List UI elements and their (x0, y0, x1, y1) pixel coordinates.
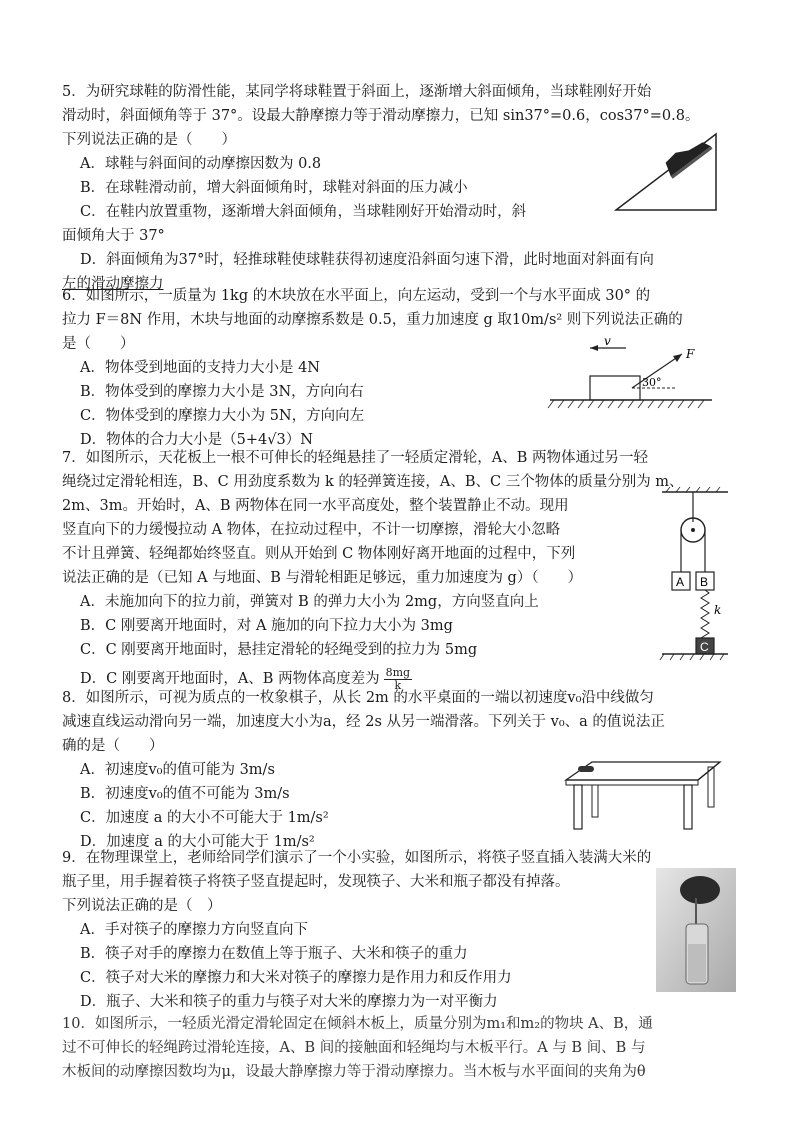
table-leg (684, 785, 692, 829)
question-5-option-d: D．斜面倾角为37°时，轻推球鞋使球鞋获得初速度沿斜面匀速下滑，此时地面对斜面有向 (80, 252, 654, 268)
question-6-option-b: B．物体受到的摩擦力大小是 3N，方向向右 (80, 384, 364, 400)
chess-piece-icon (578, 766, 594, 772)
table-figure (558, 750, 726, 834)
question-6-line: 6．如图所示，一质量为 1kg 的木块放在水平面上，向左运动，受到一个与水平面成 30° 的 (62, 288, 651, 304)
table-apron (566, 780, 698, 785)
question-5-line: 5．为研究球鞋的防滑性能，某同学将球鞋置于斜面上，逐渐增大斜面倾角，当球鞋刚好开始 (62, 84, 652, 100)
question-10-line: 过不可伸长的轻绳跨过滑轮连接，A、B 间的接触面和轻绳均与木板平行。A 与 B 间、B 与 (62, 1040, 646, 1056)
question-6-option-c: C．物体受到的摩擦力大小为 5N，方向向左 (80, 408, 365, 424)
question-9-line: 下列说法正确的是（ ） (62, 898, 222, 914)
question-5-option-a: A．球鞋与斜面间的动摩擦因数为 0.8 (80, 156, 322, 172)
question-8-option-c: C．加速度 a 的大小不可能大于 1m/s² (80, 810, 329, 826)
incline-shoe-figure (612, 128, 722, 214)
spring-icon (701, 590, 709, 641)
question-7-option-a: A．未施加向下的拉力前，弹簧对 B 的弹力大小为 2mg，方向竖直向上 (80, 594, 539, 610)
question-8-option-d: D．加速度 a 的大小可能大于 1m/s² (80, 834, 315, 850)
question-7-option-d-text: D．C 刚要离开地面时，A、B 两物体高度差为 (80, 671, 380, 687)
question-8-line: 减速直线运动滑向另一端，加速度大小为a，经 2s 从另一端滑落。下列关于 v₀、a 的值说法正 (62, 714, 665, 730)
question-5-option-c: C．在鞋内放置重物，逐渐增大斜面倾角，当球鞋刚好开始滑动时，斜 (80, 204, 527, 220)
question-8-option-b: B．初速度v₀的值不可能为 3m/s (80, 786, 290, 802)
question-5-line: 滑动时，斜面倾角等于 37°。设最大静摩擦力等于滑动摩擦力，已知 sin37°=0.6，cos37°=0.8。 (62, 108, 700, 124)
question-5-option-c-cont: 面倾角大于 37° (62, 228, 165, 244)
floor-hatching (660, 654, 724, 660)
table-leg (708, 767, 714, 807)
ground-hatching (548, 400, 704, 408)
question-9 (62, 846, 752, 1014)
shoe-icon (661, 134, 712, 179)
question-9-line: 9．在物理课堂上，老师给同学们演示了一个小实验，如图所示，将筷子竖直插入装满大米的 (62, 850, 652, 866)
velocity-label: v (604, 336, 611, 348)
pulley-axle (691, 528, 695, 532)
question-10-line: 10．如图所示，一轻质光滑定滑轮固定在倾斜木板上，质量分别为m₁和m₂的物块 A、B，通 (62, 1016, 653, 1032)
fraction-denominator: k (394, 678, 402, 692)
question-9-option-b: B．筷子对手的摩擦力在数值上等于瓶子、大米和筷子的重力 (80, 946, 468, 962)
question-6-line: 拉力 F＝8N 作用，木块与地面的动摩擦系数是 0.5，重力加速度 g 取10m/s² 则下列说法正确的 (62, 312, 683, 328)
rice-fill (688, 944, 706, 982)
question-6-line: 是（ ） (62, 336, 135, 352)
hand-icon (680, 876, 720, 904)
question-7-line: 7．如图所示，天花板上一根不可伸长的轻绳悬挂了一轻质定滑轮，A、B 两物体通过另一轻 (62, 450, 648, 466)
chopstick-bottle-photo (656, 868, 736, 992)
block-a-label: A (676, 575, 685, 589)
force-label: F (686, 347, 695, 361)
question-9-line: 瓶子里，用手握着筷子将筷子竖直提起时，发现筷子、大米和瓶子都没有掉落。 (62, 874, 570, 890)
question-8-option-a: A．初速度v₀的值可能为 3m/s (80, 762, 275, 778)
question-10 (62, 1012, 752, 1084)
question-8-line: 确的是（ ） (62, 738, 164, 754)
question-9-option-a: A．手对筷子的摩擦力方向竖直向下 (80, 922, 308, 938)
block-b-label: B (700, 575, 709, 589)
question-5-option-b: B．在球鞋滑动前，增大斜面倾角时，球鞋对斜面的压力减小 (80, 180, 468, 196)
question-7 (62, 446, 752, 696)
spring-k-label: k (714, 603, 722, 617)
force-arrowhead (673, 354, 682, 362)
question-9-option-d: D．瓶子、大米和筷子的重力与筷子对大米的摩擦力为一对平衡力 (80, 994, 498, 1010)
question-10-line: 木板间的动摩擦因数均为μ，设最大静摩擦力等于滑动摩擦力。当木板与水平面间的夹角为θ (62, 1064, 646, 1080)
question-7-line: 不计且弹簧、轻绳都始终竖直。则从开始到 C 物体刚好离开地面的过程中，下列 (62, 546, 576, 562)
question-6-option-a: A．物体受到地面的支持力大小是 4N (80, 360, 320, 376)
question-6-option-d: D．物体的合力大小是（5+4√3）N (80, 432, 313, 448)
velocity-arrowhead (590, 345, 598, 351)
question-5-line: 下列说法正确的是（ ） (62, 132, 236, 148)
pulley-spring-figure (656, 486, 732, 666)
question-7-option-b: B．C 刚要离开地面时，对 A 施加的向下拉力大小为 3mg (80, 618, 453, 634)
angle-label: 30° (642, 376, 662, 389)
block-force-figure (546, 336, 716, 416)
question-9-option-c: C．筷子对大米的摩擦力和大米对筷子的摩擦力是作用力和反作用力 (80, 970, 512, 986)
question-7-line: 绳绕过定滑轮相连，B、C 用劲度系数为 k 的轻弹簧连接，A、B、C 三个物体的质量分别为 m、 (62, 474, 684, 490)
question-7-line: 竖直向下的力缓慢拉动 A 物体，在拉动过程中，不计一切摩擦，滑轮大小忽略 (62, 522, 561, 538)
question-7-option-c: C．C 刚要离开地面时，悬挂定滑轮的轻绳受到的拉力为 5mg (80, 642, 478, 658)
table-leg (592, 785, 598, 817)
fraction-numerator: 8mg (385, 665, 411, 679)
table-leg (574, 785, 582, 829)
question-7-line: 2m、3m。开始时，A、B 两物体在同一水平高度处，整个装置静止不动。现用 (62, 498, 569, 514)
question-5-option-d-cont: 左的滑动摩擦力 (62, 276, 164, 292)
block-c-label: C (700, 640, 709, 654)
question-7-line: 说法正确的是（已知 A 与地面、B 与滑轮相距足够远，重力加速度为 g）（ ） (62, 570, 583, 586)
question-8-line: 8．如图所示，可视为质点的一枚象棋子，从长 2m 的水平桌面的一端以初速度v₀沿中线做匀 (62, 690, 654, 706)
